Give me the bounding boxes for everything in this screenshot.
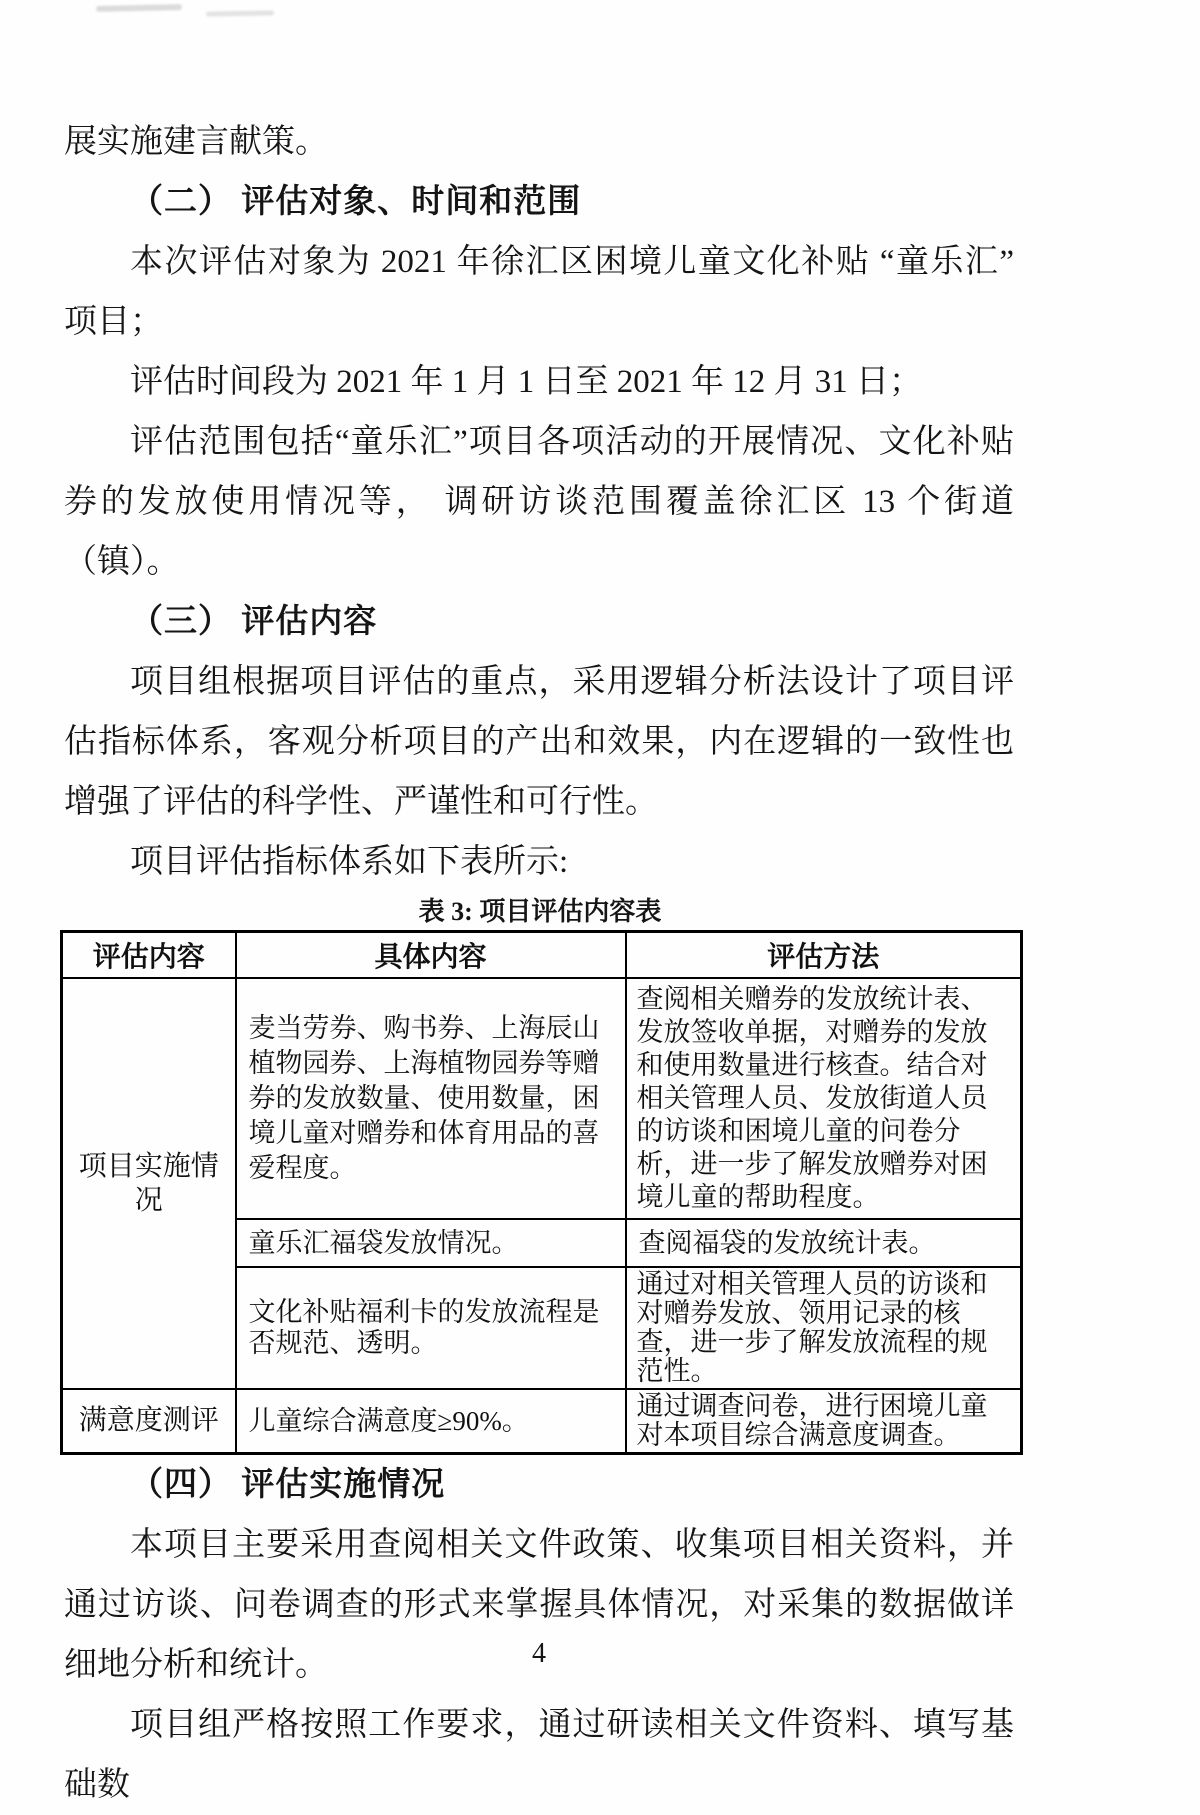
table-cell-content: 麦当劳券、购书券、上海辰山植物园券、上海植物园券等赠券的发放数量、使用数量，困境儿童对赠券和体育用品的喜爱程度。 [236, 978, 626, 1219]
page-number: 4 [532, 1638, 546, 1669]
paragraph-continuation: 展实施建言献策。 [64, 124, 328, 160]
table-header-method: 评估方法 [626, 932, 1022, 979]
paragraph-evaluation-object: 本次评估对象为 2021 年徐汇区困境儿童文化补贴 “童乐汇” 项目； [64, 244, 1014, 340]
paragraph-table-lead: 项目评估指标体系如下表所示: [130, 844, 569, 880]
section-heading-2: （二） 评估对象、时间和范围 [130, 184, 582, 220]
table-cell-category: 满意度测评 [62, 1389, 236, 1454]
table-cell-method: 通过调查问卷，进行困境儿童对本项目综合满意度调查。 [626, 1389, 1022, 1454]
paragraph-evaluation-scope: 评估范围包括“童乐汇”项目各项活动的开展情况、文化补贴券的发放使用情况等， 调研访谈范围覆盖徐汇区 13 个街道（镇）。 [64, 424, 1014, 580]
table-cell-category: 项目实施情况 [62, 978, 236, 1389]
table-row [62, 978, 1022, 1219]
table-row [62, 1389, 1022, 1454]
scan-artifact [96, 4, 182, 12]
table-cell-content: 儿童综合满意度≥90%。 [236, 1389, 626, 1454]
table-cell-method: 查阅福袋的发放统计表。 [626, 1219, 1022, 1267]
table-cell-content: 文化补贴福利卡的发放流程是否规范、透明。 [236, 1267, 626, 1389]
paragraph-evaluation-time: 评估时间段为 2021 年 1 月 1 日至 2021 年 12 月 31 日； [130, 364, 922, 400]
table-caption: 表 3: 项目评估内容表 [418, 897, 662, 926]
paragraph-implementation: 本项目主要采用查阅相关文件政策、收集项目相关资料，并通过访谈、问卷调查的形式来掌握具体情况，对采集的数据做详细地分析和统计。 [64, 1527, 1014, 1683]
document-body [64, 112, 1014, 1815]
table-header-content: 具体内容 [236, 932, 626, 979]
table-cell-method: 查阅相关赠券的发放统计表、发放签收单据，对赠券的发放和使用数量进行核查。结合对相关管理人员、发放街道人员的访谈和困境儿童的问卷分析，进一步了解发放赠券对困境儿童的帮助程度。 [626, 978, 1022, 1219]
paragraph-content-intro: 项目组根据项目评估的重点，采用逻辑分析法设计了项目评估指标体系，客观分析项目的产出和效果，内在逻辑的一致性也增强了评估的科学性、严谨性和可行性。 [64, 664, 1014, 820]
section-heading-4: （四） 评估实施情况 [130, 1467, 446, 1503]
table-header-row [62, 932, 1022, 979]
table-cell-content: 童乐汇福袋发放情况。 [236, 1219, 626, 1267]
table-header-category: 评估内容 [62, 932, 236, 979]
paragraph-implementation-2: 项目组严格按照工作要求，通过研读相关文件资料、填写基础数 [64, 1707, 1014, 1803]
scan-artifact [206, 10, 274, 16]
evaluation-content-table [60, 930, 1023, 1455]
section-heading-3: （三） 评估内容 [130, 604, 378, 640]
table-cell-method: 通过对相关管理人员的访谈和对赠券发放、领用记录的核查，进一步了解发放流程的规范性。 [626, 1267, 1022, 1389]
